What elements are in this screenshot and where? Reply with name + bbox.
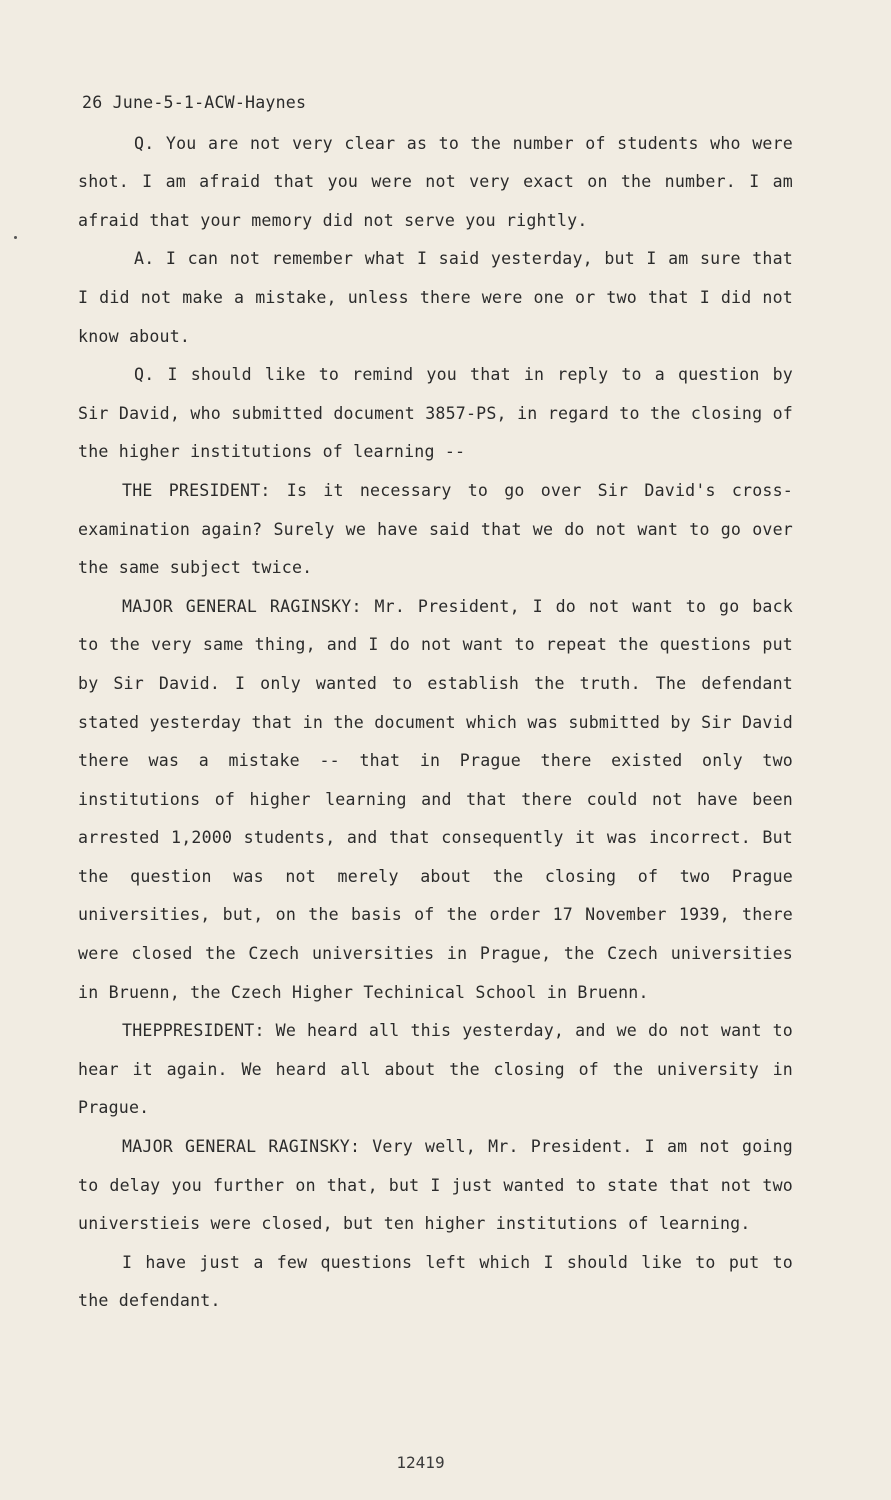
page-number: 12419 xyxy=(396,1453,445,1472)
paragraph-question-2: Q. I should like to remind you that in reply to a question by Sir David, who submitted document 3857-PS, in regard to the closing of the higher institutions of learning -- xyxy=(78,365,793,462)
paragraph-president-1: THE PRESIDENT: Is it necessary to go over Sir David's cross-examination again? Surely we have said that we do not want to go over the same subject twice. xyxy=(78,480,793,578)
margin-mark xyxy=(14,236,17,239)
paragraph-closing: I have just a few questions left which I should like to put to the defendant. xyxy=(78,1252,793,1311)
paragraph-raginsky-1: MAJOR GENERAL RAGINSKY: Mr. President, I do not want to go back to the very same thing, and I do not want to repeat the questions put by Sir David. I only wanted to establish the truth. The defendant stated yesterday that in the document which was submitted by Sir David there was a mistake -- that in Prague there existed only two institutions of higher learning and that there could not have been arrested 1,2000 students, and that consequently it was incorrect. But the question was not merely about the closing of two Prague universities, but, on the basis of the order 17 November 1939, there were closed the Czech universities in Prague, the Czech universities in Bruenn, the Czech Higher Techinical School in Bruenn. xyxy=(78,596,793,1002)
paragraph-answer-1: A. I can not remember what I said yesterday, but I am sure that I did not make a mistake, unless there were one or two that I did not know about. xyxy=(78,249,793,346)
paragraph-question-1: Q. You are not very clear as to the number of students who were shot. I am afraid that you were not very exact on the number. I am afraid that your memory did not serve you rightly. xyxy=(78,133,793,230)
paragraph-president-2: THEPPRESIDENT: We heard all this yesterday, and we do not want to hear it again. We heard all about the closing of the university in Prague. xyxy=(78,1021,793,1118)
transcript-body xyxy=(78,84,793,1321)
paragraph-raginsky-2: MAJOR GENERAL RAGINSKY: Very well, Mr. President. I am not going to delay you further on that, but I just wanted to state that not two universtieis were closed, but ten higher institutions of learning. xyxy=(78,1137,793,1234)
page-header: 26 June-5-1-ACW-Haynes xyxy=(82,93,307,112)
